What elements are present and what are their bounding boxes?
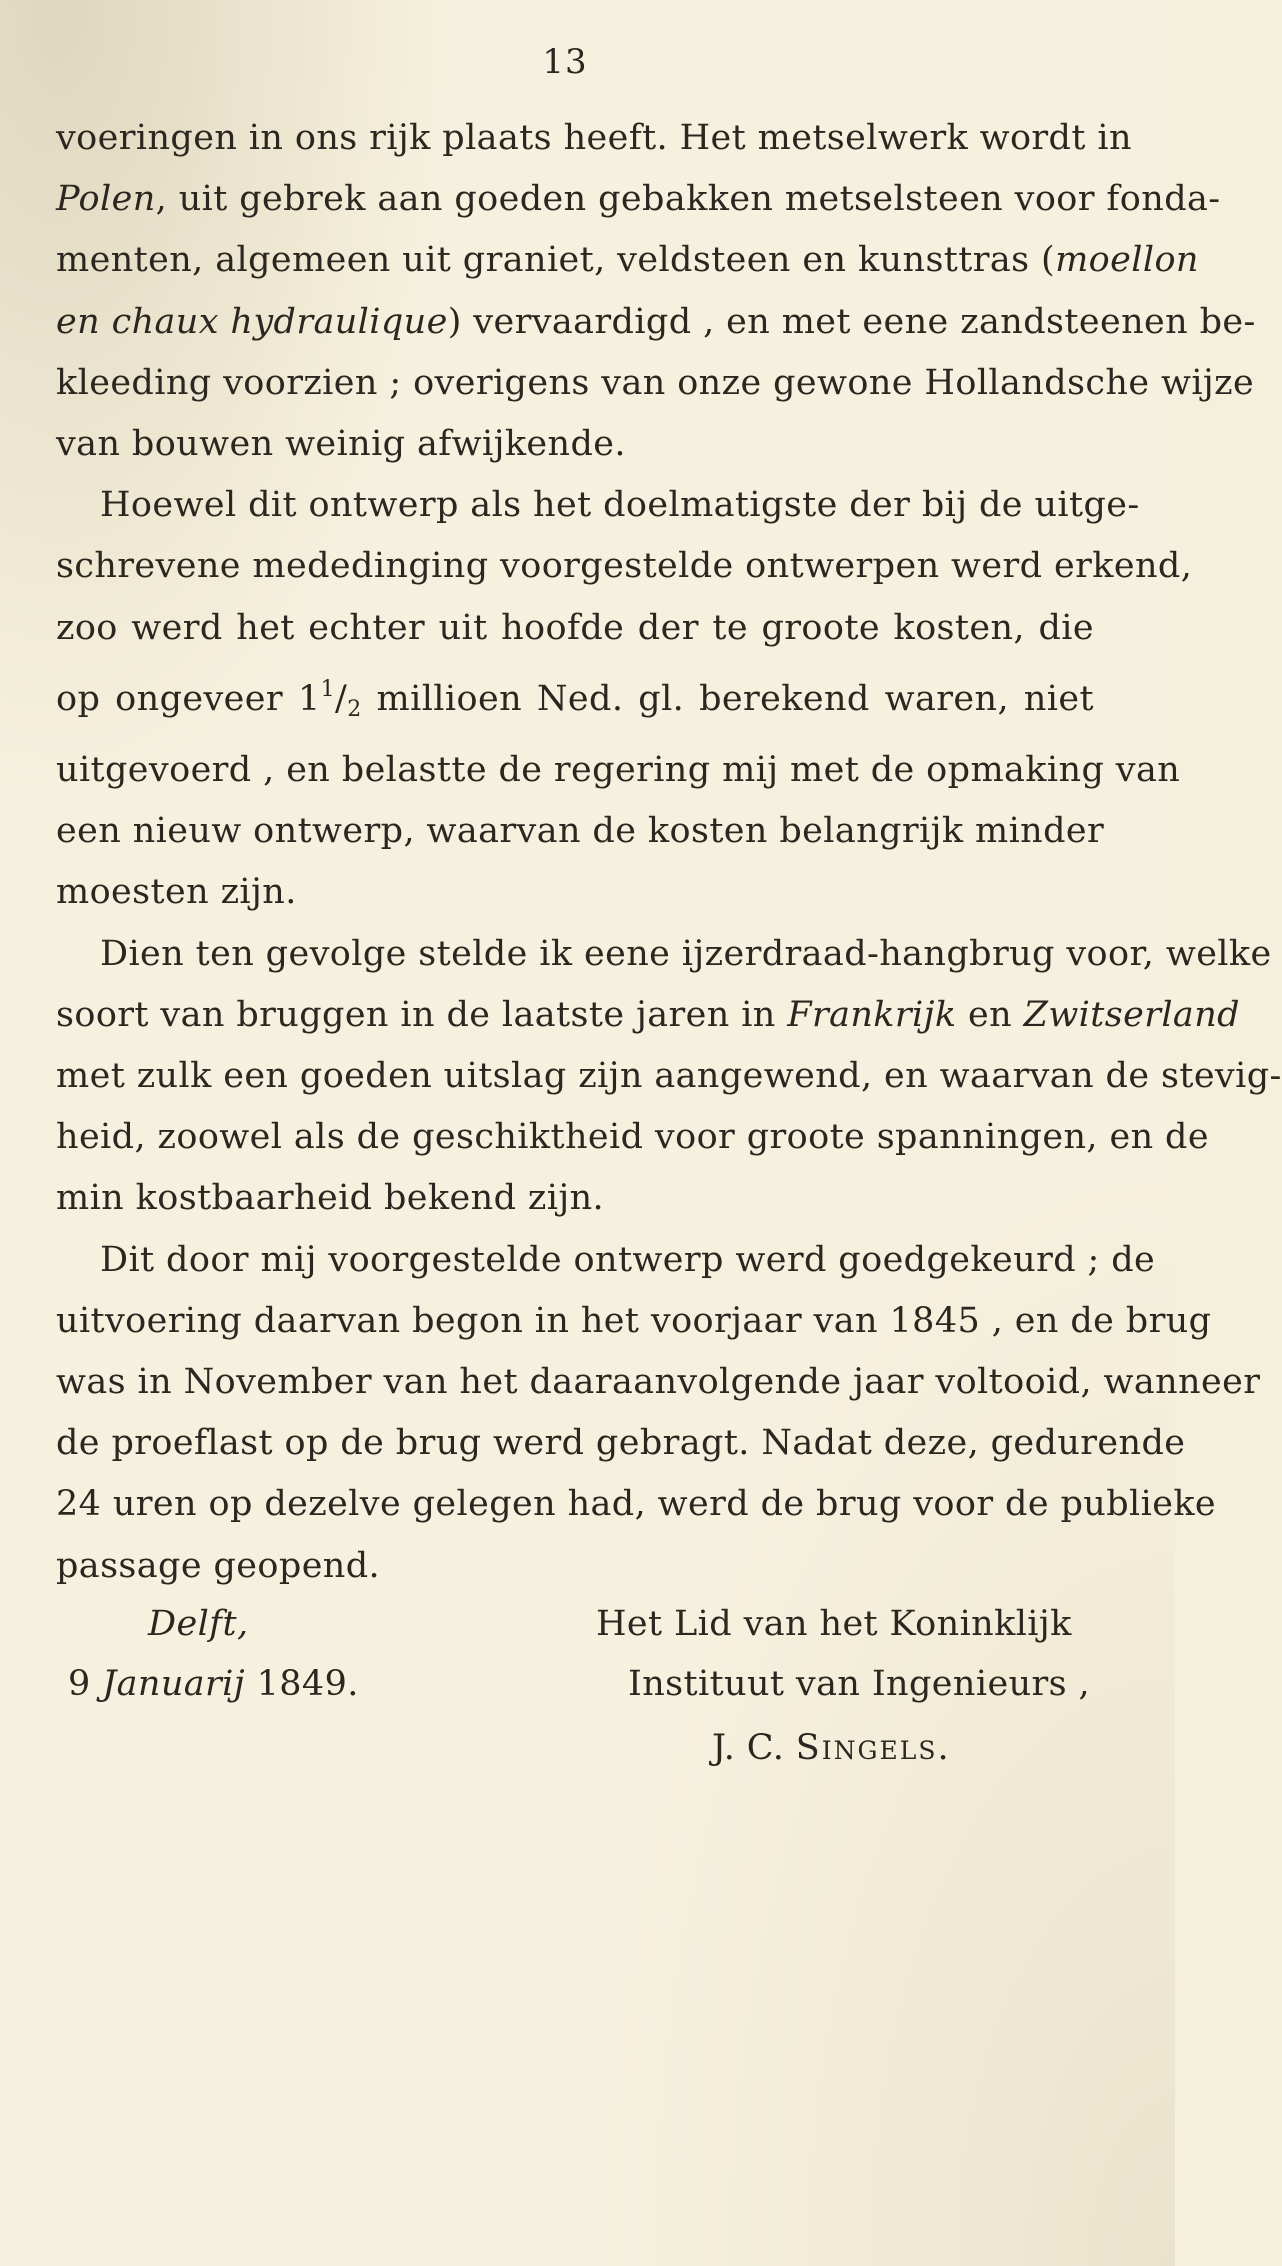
text-line: een nieuw ontwerp, waarvan de kosten belangrijk minder [56, 811, 1105, 852]
body-text [56, 108, 1282, 1597]
text-line: min kostbaarheid bekend zijn. [56, 1178, 605, 1219]
text-line: Polen, uit gebrek aan goeden gebakken metselsteen voor fonda- [56, 179, 1221, 220]
page-number: 13 [542, 42, 588, 82]
italic-phrase: en chaux hydraulique [56, 301, 448, 342]
text-line: heid, zoowel als de geschiktheid voor groote spanningen, en de [56, 1117, 1209, 1158]
text-line: Dien ten gevolge stelde ik eene ijzerdraad-hangbrug voor, welke [100, 933, 1272, 974]
text-line: de proeflast op de brug werd gebragt. Nadat deze, gedurende [56, 1423, 1186, 1464]
text-line: 24 uren op dezelve gelegen had, werd de brug voor de publieke [56, 1484, 1217, 1525]
text-line: uitgevoerd , en belastte de regering mij met de opmaking van [56, 750, 1181, 791]
signature-date: 9 Januarij 1849. [68, 1664, 359, 1704]
text-line: menten, algemeen uit graniet, veldsteen en kunsttras (moellon [56, 240, 1199, 281]
paragraph-2 [56, 475, 1193, 923]
text-line: van bouwen weinig afwijkende. [56, 424, 626, 465]
text-line: en chaux hydraulique) vervaardigd , en met eene zandsteenen be- [56, 301, 1256, 342]
text-line: Dit door mij voorgestelde ontwerp werd goedgekeurd ; de [100, 1239, 1156, 1280]
text-line: was in November van het daaraanvolgende jaar voltooid, wanneer [56, 1362, 1261, 1403]
text-line: schrevene mededinging voorgestelde ontwerpen werd erkend, [56, 546, 1193, 587]
italic-word: Frankrijk [787, 994, 957, 1035]
signature-place: Delft, [148, 1604, 249, 1644]
italic-word: moellon [1055, 240, 1199, 281]
text-line: passage geopend. [56, 1545, 381, 1586]
paragraph-3 [56, 924, 1282, 1230]
paragraph-1 [56, 108, 1256, 475]
text-line: voeringen in ons rijk plaats heeft. Het metselwerk wordt in [56, 118, 1132, 158]
text-line: moesten zijn. [56, 872, 297, 913]
paragraph-4 [56, 1230, 1261, 1597]
italic-word: Zwitserland [1023, 994, 1240, 1035]
text-line: zoo werd het echter uit hoofde der te groote kosten, die [56, 607, 1094, 648]
text-line: uitvoering daarvan begon in het voorjaar van 1845 , en de brug [56, 1300, 1212, 1341]
signature-name: J. C. Singels. [712, 1728, 951, 1768]
text-line: met zulk een goeden uitslag zijn aangewend, en waarvan de stevig- [56, 1056, 1282, 1097]
fraction: $1^1/_2$ [297, 676, 362, 722]
text-line: Hoewel dit ontwerp als het doelmatigste der bij de uitge- [100, 485, 1140, 526]
text-line: soort van bruggen in de laatste jaren in Frankrijk en Zwitserland [56, 994, 1240, 1035]
signature-title-line-1: Het Lid van het Koninklijk [596, 1604, 1072, 1644]
text-line: kleeding voorzien ; overigens van onze gewone Hollandsche wijze [56, 362, 1255, 403]
text-line: op ongeveer $1^1/_2$ millioen Ned. gl. berekend waren, niet [56, 676, 1094, 722]
italic-word: Polen [56, 179, 156, 220]
signature-title-line-2: Instituut van Ingenieurs , [628, 1664, 1091, 1704]
